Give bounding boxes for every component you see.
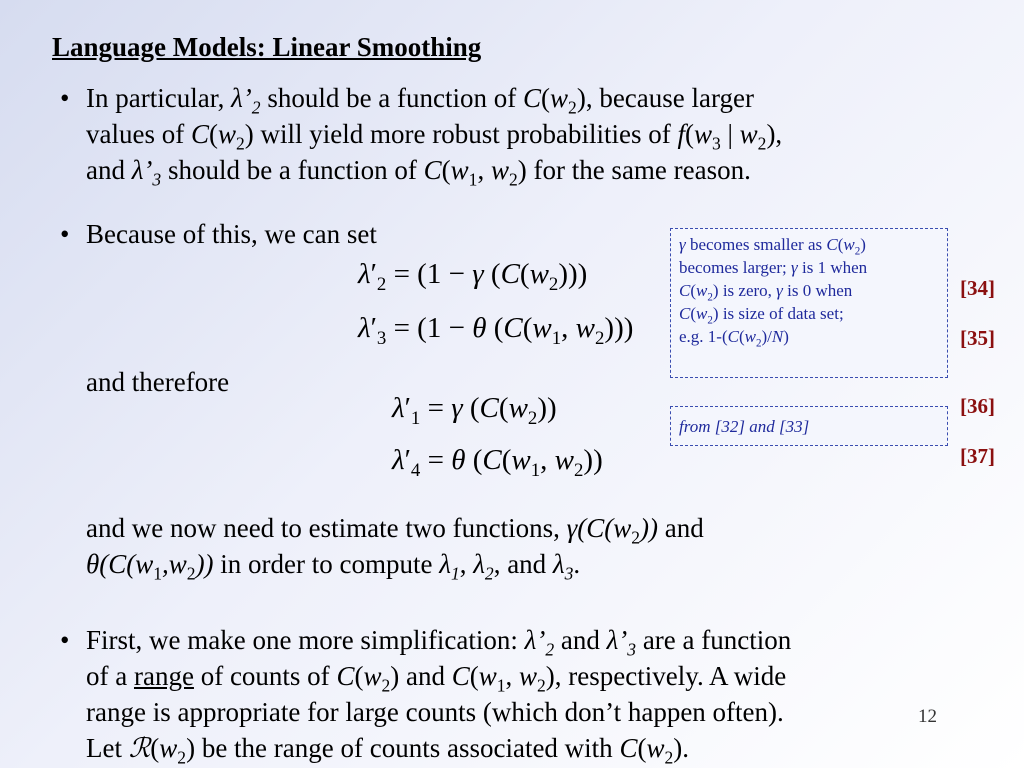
bullet-1-line-3: and $\lambda’_3$ should be a function of $C(w_1$, $w_2$) for the same reason. (86, 155, 751, 190)
gamma-note-line-4: $C(w_2)$ is size of data set; (679, 304, 844, 327)
equation-ref-34: [34] (960, 276, 995, 300)
estimate-line-1: and we now need to estimate two functions, $\gamma(C(w_2))$ and (86, 513, 704, 548)
page-number: 12 (918, 706, 937, 727)
bullet-2-line-1: Because of this, we can set (86, 219, 377, 249)
equation-ref-35: [35] (960, 326, 995, 350)
equation-34: $\lambda'_2 = (1 - \gamma$ $(C(w_2))$) (358, 258, 588, 295)
equation-35: $\lambda'_3 = (1 - \theta$ ($C(w_1$, $w_2$))) (358, 312, 634, 349)
bullet-3-line-3: range is appropriate for large counts (which don’t happen often). (86, 697, 784, 727)
bullet-1-line-2: values of $C(w_2)$ will yield more robust probabilities of $f(w_3$ | $w_2$), (86, 119, 783, 154)
and-therefore-text: and therefore (86, 367, 230, 397)
bullet-marker: • (60, 219, 70, 249)
equation-37: $\lambda'_4 = \theta$ ($C(w_1$, $w_2$)) (392, 444, 603, 481)
bullet-1-text (86, 80, 996, 188)
equation-ref-36: [36] (960, 394, 995, 418)
bullet-marker: • (60, 625, 70, 655)
slide-title: Language Models: Linear Smoothing (52, 32, 482, 62)
bullet-marker: • (60, 83, 70, 113)
bullet-3-line-4: Let $ℛ(w_2)$ be the range of counts associated with $C(w_2)$. (86, 733, 689, 768)
gamma-note-box (670, 228, 948, 378)
gamma-note-line-1: γ becomes smaller as $C(w_2)$ (679, 235, 866, 258)
equation-ref-37: [37] (960, 444, 995, 468)
equation-36: $\lambda'_1 = \gamma$ $(C(w_2))$ (392, 392, 557, 429)
estimate-paragraph (86, 510, 996, 582)
gamma-note-line-5: e.g. $1-(C(w_2)/N)$ (679, 327, 789, 350)
from-note-box: from [32] and [33] (670, 406, 948, 446)
gamma-note-line-3: $C(w_2)$ is zero, γ is 0 when (679, 281, 853, 304)
gamma-note-line-2: becomes larger; γ is 1 when (679, 258, 868, 277)
estimate-line-2: $\theta(C(w_1,w_2))$ in order to compute $\lambda_1$, $\lambda_2$, and $\lambda_3$. (86, 549, 581, 584)
bullet-3-text (86, 622, 996, 767)
bullet-3-line-1: First, we make one more simplification: $\lambda’_2$ and $\lambda’_3$ are a function (86, 625, 792, 660)
bullet-1-line-1: In particular, $\lambda’_2$ should be a function of $C(w_2)$, because larger (86, 83, 754, 118)
bullet-3-line-2: of a range of counts of $C(w_2)$ and $C(w_1$, $w_2$), respectively. A wide (86, 661, 787, 696)
